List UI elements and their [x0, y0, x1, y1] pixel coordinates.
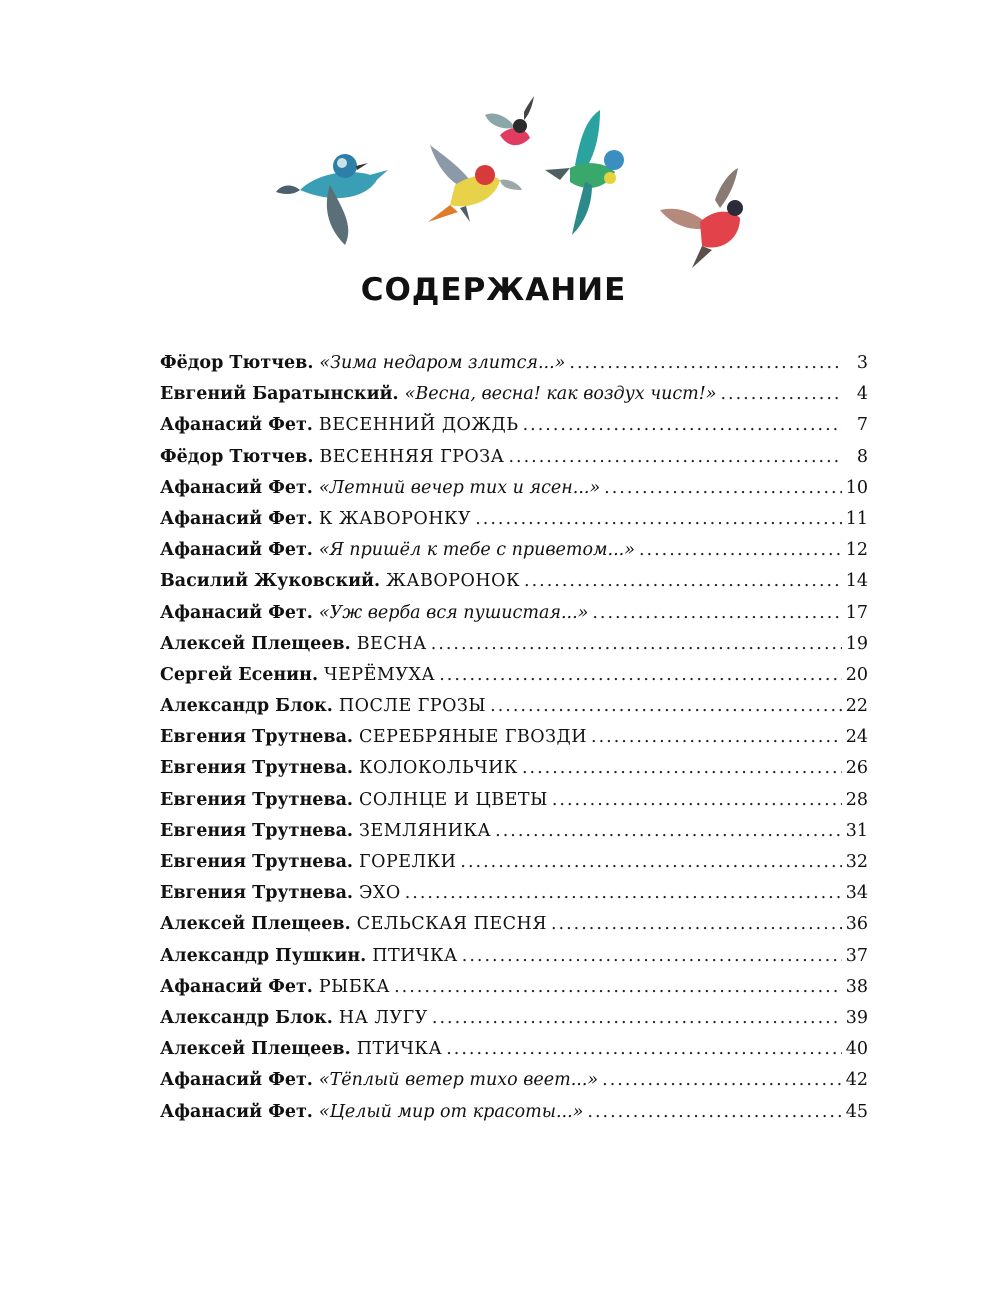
toc-page-number: 7	[856, 415, 868, 436]
toc-page-number: 8	[856, 446, 868, 467]
toc-entry	[160, 442, 868, 473]
toc-page-number: 11	[845, 508, 868, 529]
toc-leader-dots	[405, 878, 842, 909]
toc-entry	[160, 753, 868, 784]
toc-page-number: 12	[845, 540, 868, 561]
contents-heading: СОДЕРЖАНИЕ	[360, 272, 627, 308]
toc-entry	[160, 598, 868, 629]
toc-author: Афанасий Фет.	[160, 540, 313, 561]
toc-title: СОЛНЦЕ И ЦВЕТЫ	[359, 789, 548, 810]
toc-author: Афанасий Фет.	[160, 1101, 313, 1122]
toc-leader-dots	[495, 816, 842, 847]
bird-icon	[545, 110, 624, 235]
toc-page-number: 10	[845, 477, 868, 498]
toc-title: ЧЕРЁМУХА	[324, 664, 436, 685]
toc-title: ВЕСЕННЯЯ ГРОЗА	[319, 446, 505, 467]
toc-title: ЖАВОРОНОК	[386, 571, 521, 592]
toc-leader-dots	[431, 629, 842, 660]
toc-entry	[160, 535, 868, 566]
toc-entry	[160, 504, 868, 535]
toc-entry	[160, 722, 868, 753]
toc-page-number: 19	[845, 633, 868, 654]
toc-page-number: 34	[845, 883, 868, 904]
toc-leader-dots	[522, 753, 842, 784]
toc-leader-dots	[592, 598, 841, 629]
toc-leader-dots	[490, 691, 842, 722]
bird-icon	[428, 145, 522, 222]
toc-author: Евгения Трутнева.	[160, 883, 354, 904]
toc-leader-dots	[475, 504, 842, 535]
toc-title: «Уж верба вся пушистая...»	[318, 602, 589, 623]
toc-title: ВЕСЕННИЙ ДОЖДЬ	[318, 415, 519, 436]
toc-author: Василий Жуковский.	[160, 571, 381, 592]
toc-author: Александр Пушкин.	[160, 945, 367, 966]
toc-entry	[160, 566, 868, 597]
toc-author: Афанасий Фет.	[160, 976, 313, 997]
toc-author: Александр Блок.	[160, 1007, 333, 1028]
toc-entry	[160, 379, 868, 410]
toc-leader-dots	[639, 535, 842, 566]
toc-leader-dots	[439, 660, 842, 691]
toc-title: «Летний вечер тих и ясен...»	[318, 477, 601, 498]
toc-title: СЕРЕБРЯНЫЕ ГВОЗДИ	[359, 727, 588, 748]
toc-author: Фёдор Тютчев.	[160, 353, 314, 373]
toc-page-number: 40	[845, 1039, 868, 1060]
toc-page-number: 22	[845, 696, 868, 717]
toc-page-number: 42	[845, 1070, 868, 1091]
toc-page-number: 39	[845, 1007, 868, 1028]
toc-author: Фёдор Тютчев.	[160, 446, 314, 467]
toc-leader-dots	[508, 442, 842, 473]
toc-page-number: 28	[845, 789, 868, 810]
toc-leader-dots	[523, 410, 842, 441]
toc-title: «Весна, весна! как воздух чист!»	[404, 384, 717, 405]
toc-title: ВЕСНА	[356, 633, 427, 654]
toc-leader-dots	[462, 941, 842, 972]
toc-title: КОЛОКОЛЬЧИК	[359, 758, 518, 779]
toc-title: К ЖАВОРОНКУ	[318, 508, 472, 529]
toc-page-number: 3	[856, 353, 868, 373]
toc-entry	[160, 785, 868, 816]
toc-author: Афанасий Фет.	[160, 602, 313, 623]
toc-title: ГОРЕЛКИ	[359, 852, 457, 872]
toc-title: ПТИЧКА	[356, 1039, 443, 1060]
toc-entry	[160, 847, 868, 878]
toc-title: ПОСЛЕ ГРОЗЫ	[338, 696, 487, 717]
toc-entry	[160, 1034, 868, 1065]
toc-entry	[160, 629, 868, 660]
toc-author: Евгения Трутнева.	[160, 820, 354, 841]
toc-author: Афанасий Фет.	[160, 477, 313, 498]
toc-page-number: 36	[845, 914, 868, 935]
toc-page-number: 24	[845, 727, 868, 748]
toc-leader-dots	[446, 1034, 842, 1065]
toc-entry	[160, 1097, 868, 1128]
toc-title: ПТИЧКА	[372, 945, 458, 966]
toc-title: «Целый мир от красоты...»	[318, 1101, 584, 1122]
toc-leader-dots	[587, 1097, 841, 1128]
toc-page-number: 37	[845, 945, 868, 966]
toc-author: Евгения Трутнева.	[160, 758, 354, 779]
toc-title: ЭХО	[359, 883, 401, 904]
toc-page-number: 26	[845, 758, 868, 779]
toc-entry	[160, 691, 868, 722]
toc-author: Александр Блок.	[160, 696, 333, 717]
toc-leader-dots	[524, 566, 842, 597]
bird-icon	[660, 168, 743, 268]
toc-leader-dots	[552, 785, 842, 816]
toc-entry	[160, 941, 868, 972]
toc-page-number: 4	[856, 384, 868, 405]
toc-title: НА ЛУГУ	[338, 1007, 428, 1028]
table-of-contents	[160, 348, 868, 1128]
toc-title: ЗЕМЛЯНИКА	[359, 820, 492, 841]
toc-page-number: 31	[845, 820, 868, 841]
toc-page-number: 14	[845, 571, 868, 592]
toc-page-number: 38	[845, 976, 868, 997]
toc-page-number: 32	[845, 852, 868, 872]
toc-title: РЫБКА	[318, 976, 391, 997]
toc-entry	[160, 410, 868, 441]
birds-illustration	[0, 0, 987, 290]
toc-author: Алексей Плещеев.	[160, 914, 351, 935]
toc-title: «Тёплый ветер тихо веет...»	[318, 1070, 599, 1091]
toc-author: Афанасий Фет.	[160, 415, 313, 436]
toc-leader-dots	[551, 909, 842, 940]
toc-author: Евгений Баратынский.	[160, 384, 399, 405]
toc-entry	[160, 816, 868, 847]
bird-icon	[485, 96, 534, 145]
toc-title: «Зима недаром злится...»	[319, 353, 566, 373]
toc-leader-dots	[569, 348, 842, 379]
toc-author: Афанасий Фет.	[160, 508, 313, 529]
toc-entry	[160, 660, 868, 691]
toc-leader-dots	[604, 473, 842, 504]
toc-entry	[160, 1065, 868, 1096]
toc-leader-dots	[432, 1003, 842, 1034]
toc-entry	[160, 473, 868, 504]
toc-leader-dots	[394, 972, 842, 1003]
toc-author: Алексей Плещеев.	[160, 1039, 351, 1060]
toc-entry	[160, 878, 868, 909]
toc-entry	[160, 1003, 868, 1034]
toc-author: Евгения Трутнева.	[160, 789, 354, 810]
toc-leader-dots	[720, 379, 842, 410]
toc-entry	[160, 909, 868, 940]
toc-author: Афанасий Фет.	[160, 1070, 313, 1091]
toc-page-number: 17	[845, 602, 868, 623]
toc-author: Алексей Плещеев.	[160, 633, 351, 654]
bird-icon	[276, 154, 388, 245]
toc-title: СЕЛЬСКАЯ ПЕСНЯ	[356, 914, 547, 935]
toc-leader-dots	[591, 722, 842, 753]
toc-page-number: 20	[845, 664, 868, 685]
toc-author: Евгения Трутнева.	[160, 852, 354, 872]
toc-title: «Я пришёл к тебе с приветом...»	[318, 540, 635, 561]
toc-author: Евгения Трутнева.	[160, 727, 354, 748]
toc-leader-dots	[460, 847, 841, 878]
toc-leader-dots	[602, 1065, 842, 1096]
toc-entry	[160, 348, 868, 379]
toc-page-number: 45	[845, 1101, 868, 1122]
toc-entry	[160, 972, 868, 1003]
toc-author: Сергей Есенин.	[160, 664, 319, 685]
